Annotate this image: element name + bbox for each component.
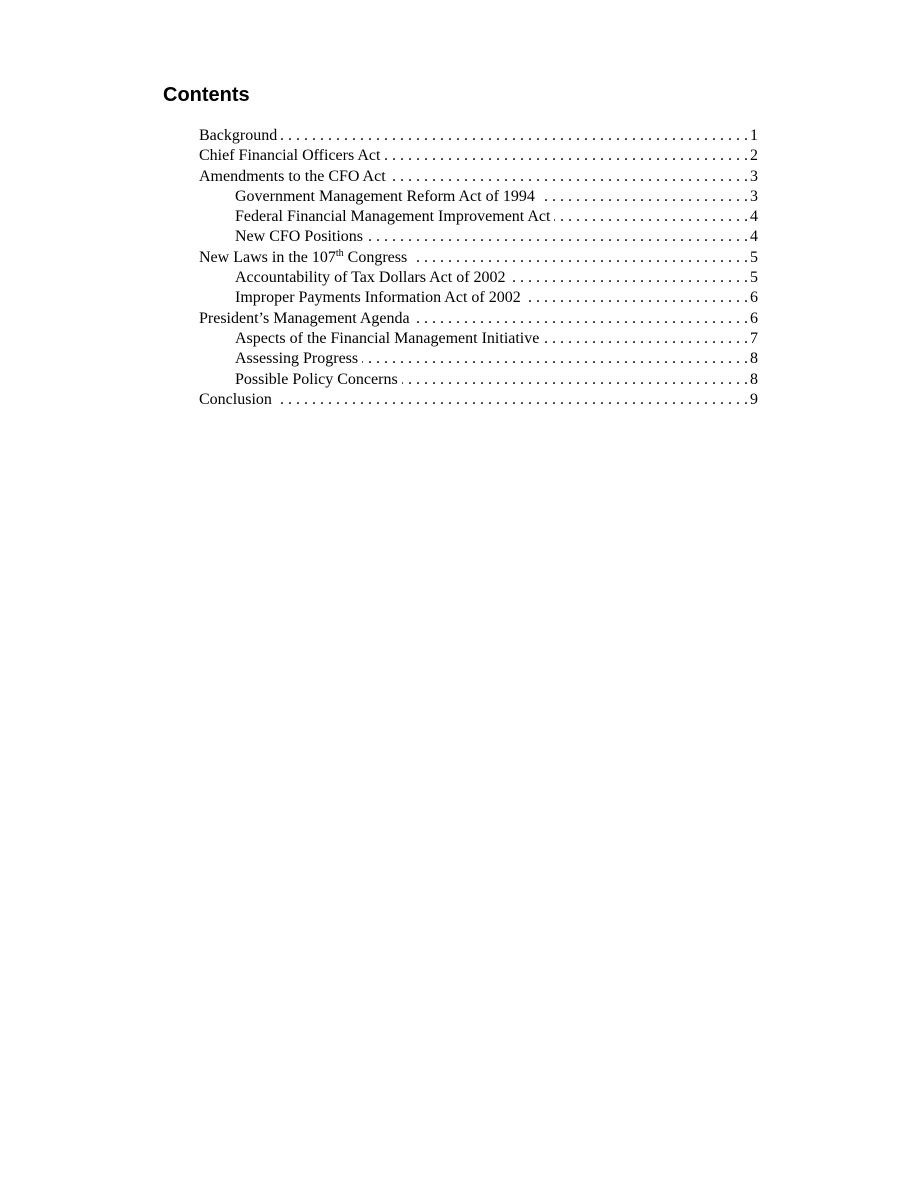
toc-entry-federal-financial-management-improvement-act[interactable] [199, 207, 758, 227]
toc-entry-title: Possible Policy Concerns [235, 370, 398, 388]
toc-page-number: 4 [750, 208, 758, 226]
toc-page-number: 2 [750, 147, 758, 165]
toc-entry-title: President’s Management Agenda [199, 309, 410, 327]
toc-page-number: 5 [750, 269, 758, 287]
toc-entry-aspects-of-financial-management-initiative[interactable] [199, 329, 758, 349]
toc-page-number: 5 [750, 248, 758, 266]
dot-leader [411, 248, 748, 268]
toc-entry-accountability-of-tax-dollars-act[interactable] [199, 268, 758, 288]
toc-entry-title: Amendments to the CFO Act [199, 167, 386, 185]
toc-entry-conclusion[interactable] [199, 390, 758, 410]
toc-entry-title: Background [199, 127, 278, 144]
dot-leader [281, 126, 748, 146]
dot-leader [525, 288, 748, 308]
toc-page-number: 6 [750, 289, 758, 307]
toc-entry-new-cfo-positions[interactable] [199, 227, 758, 247]
toc-page-number: 4 [750, 228, 758, 246]
toc-entry-title [199, 248, 411, 268]
toc-entry-title: Conclusion [199, 390, 272, 408]
toc-entry-title-end: Congress [343, 248, 408, 266]
dot-leader [510, 268, 748, 288]
toc-page-number: 8 [750, 350, 758, 368]
dot-leader [362, 349, 748, 369]
toc-page-number: 9 [750, 390, 758, 408]
toc-page-number: 3 [750, 187, 758, 205]
toc-entry-title-start: New Laws in the 107 [199, 248, 336, 266]
toc-entry-title: Accountability of Tax Dollars Act of 2002 [235, 269, 506, 287]
toc-entry-title: Chief Financial Officers Act [199, 147, 381, 165]
dot-leader [402, 370, 748, 390]
toc-entry-assessing-progress[interactable] [199, 349, 758, 369]
toc-entry-background[interactable] [199, 126, 758, 146]
toc-entry-title: New CFO Positions [235, 228, 364, 246]
toc-entry-title: Aspects of the Financial Management Initiative [235, 329, 540, 347]
toc-entry-title: Improper Payments Information Act of 2002 [235, 289, 521, 307]
table-of-contents [199, 126, 758, 410]
toc-page-number: 7 [750, 329, 758, 347]
dot-leader [390, 167, 748, 187]
dot-leader [543, 329, 748, 349]
toc-entry-new-laws-107th-congress[interactable] [199, 248, 758, 268]
dot-leader [384, 146, 748, 166]
dot-leader [276, 390, 748, 410]
toc-entry-presidents-management-agenda[interactable] [199, 309, 758, 329]
toc-page-number: 8 [750, 370, 758, 388]
dot-leader [367, 227, 748, 247]
contents-heading: Contents [163, 84, 250, 106]
toc-entry-improper-payments-information-act[interactable] [199, 288, 758, 308]
toc-page-number: 1 [750, 127, 758, 144]
toc-entry-chief-financial-officers-act[interactable] [199, 146, 758, 166]
dot-leader [554, 207, 748, 227]
toc-page-number: 6 [750, 309, 758, 327]
toc-page-number: 3 [750, 167, 758, 185]
toc-entry-possible-policy-concerns[interactable] [199, 370, 758, 390]
toc-entry-government-management-reform-act[interactable] [199, 187, 758, 207]
toc-entry-title: Government Management Reform Act of 1994 [235, 187, 535, 205]
ordinal-superscript: th [335, 247, 344, 259]
toc-entry-title: Assessing Progress [235, 350, 359, 368]
dot-leader [539, 187, 748, 207]
toc-entry-amendments-to-cfo-act[interactable] [199, 167, 758, 187]
toc-entry-title: Federal Financial Management Improvement Act [235, 208, 551, 226]
dot-leader [414, 309, 748, 329]
